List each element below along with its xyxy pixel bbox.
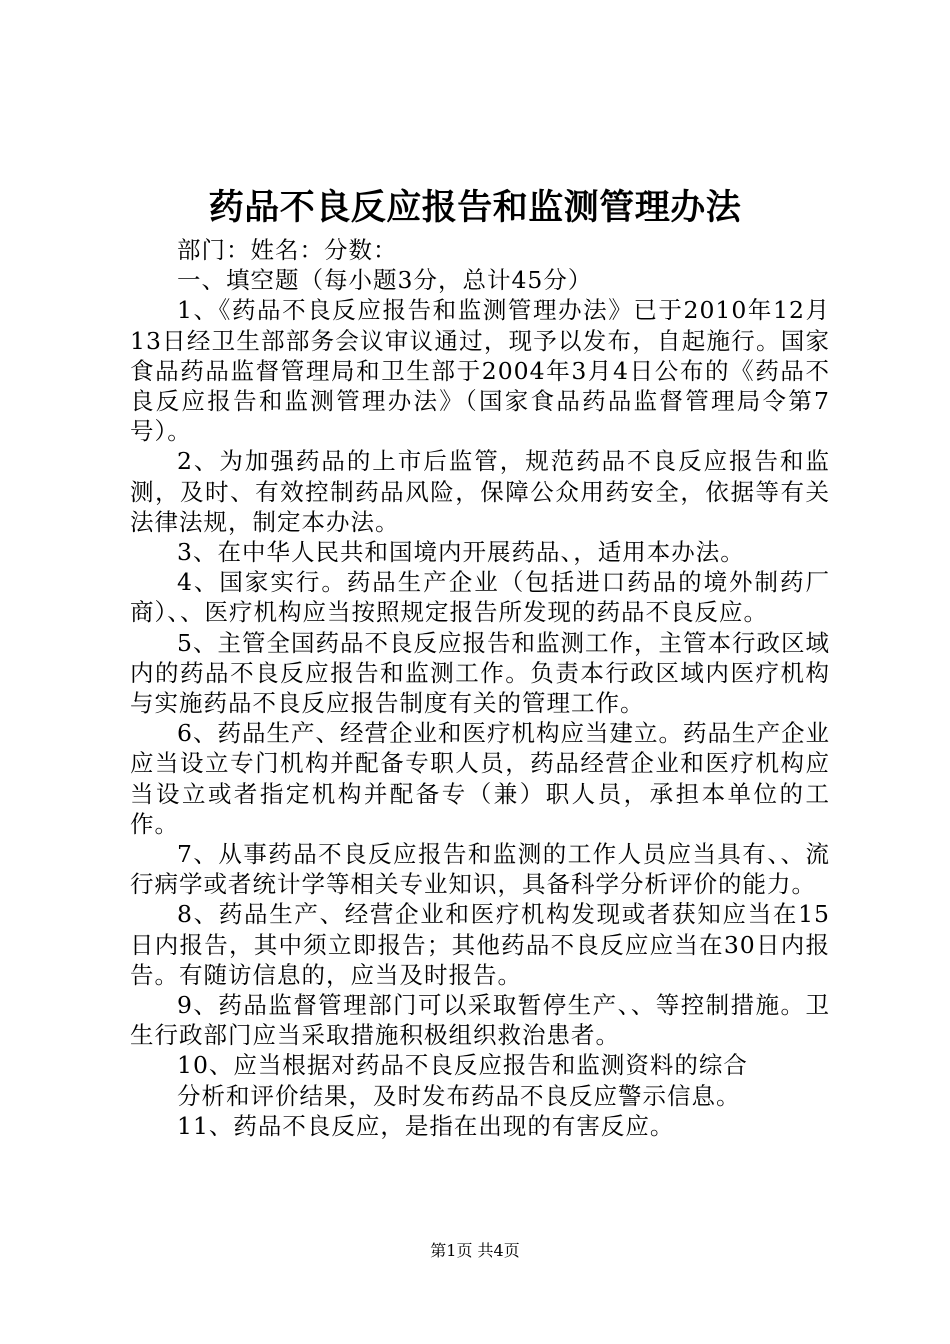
section-heading: 一、填空题（每小题3分，总计45分）: [177, 266, 593, 295]
page-footer: 第1页 共4页: [430, 1241, 520, 1260]
question-8: 8、药品生产、经营企业和医疗机构发现或者获知应当在15日内报告，其中须立即报告；其他药品不良反应应当在30日内报告。有随访信息的，应当及时报告。: [130, 900, 830, 989]
question-5: 5、主管全国药品不良反应报告和监测工作，主管本行政区域内的药品不良反应报告和监测工作。负责本行政区域内医疗机构与实施药品不良反应报告制度有关的管理工作。: [130, 628, 830, 718]
question-2: 2、为加强药品的上市后监管，规范药品不良反应报告和监测，及时、有效控制药品风险，保障公众用药安全，依据等有关法律法规，制定本办法。: [130, 447, 830, 536]
question-7: 7、从事药品不良反应报告和监测的工作人员应当具有、、流行病学或者统计学等相关专业知识，具备科学分析评价的能力。: [130, 840, 830, 899]
question-10-line-1: 10、应当根据对药品不良反应报告和监测资料的综合: [177, 1051, 748, 1080]
question-11: 11、药品不良反应，是指在出现的有害反应。: [177, 1111, 675, 1140]
question-10-line-2: 分析和评价结果，及时发布药品不良反应警示信息。: [177, 1081, 741, 1110]
question-4: 4、国家实行。药品生产企业（包括进口药品的境外制药厂商）、、医疗机构应当按照规定报告所发现的药品不良反应。: [130, 568, 830, 627]
question-6: 6、药品生产、经营企业和医疗机构应当建立。药品生产企业应当设立专门机构并配备专职人员，药品经营企业和医疗机构应当设立或者指定机构并配备专（兼）职人员，承担本单位的工作。: [130, 719, 830, 838]
header-line: 部门：姓名：分数：: [177, 236, 398, 264]
question-9: 9、药品监督管理部门可以采取暂停生产、、等控制措施。卫生行政部门应当采取措施积极组织救治患者。: [130, 991, 830, 1050]
document-title: 药品不良反应报告和监测管理办法: [208, 187, 742, 228]
question-3: 3、在中华人民共和国境内开展药品、，适用本办法。: [177, 538, 745, 567]
question-1: 1、《药品不良反应报告和监测管理办法》已于2010年12月13日经卫生部部务会议审议通过，现予以发布，自起施行。国家食品药品监督管理局和卫生部于2004年3月4日公布的《药品不良反应报告和监测管理办法》（国家食品药品监督管理局令第7号）。: [130, 296, 830, 446]
document-body: [130, 235, 830, 1141]
